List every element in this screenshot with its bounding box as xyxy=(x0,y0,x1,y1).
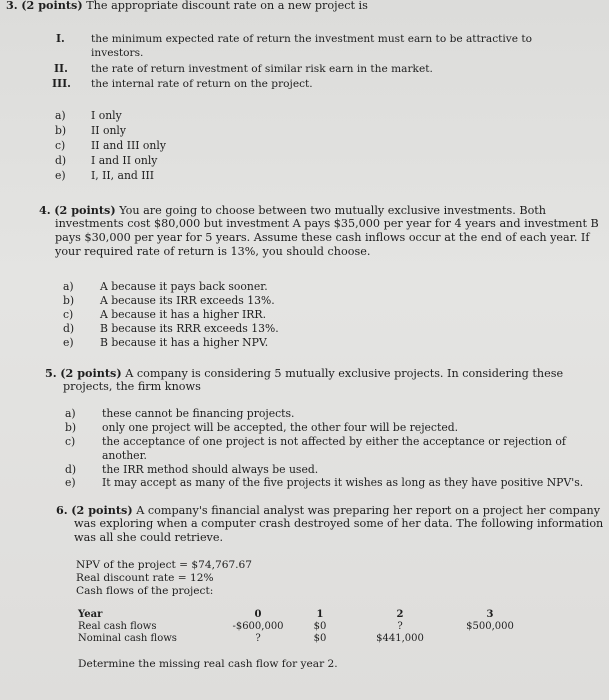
q5-option-text: only one project will be accepted, the other four will be rejected. xyxy=(102,421,459,434)
q6-points: (2 points) xyxy=(71,503,133,517)
q5-option-letter: a) xyxy=(65,407,76,420)
q3-number: 3. xyxy=(6,0,18,12)
table-cell: $0 xyxy=(313,633,327,644)
q3-statement-text: the rate of return investment of similar risk earn in the market. xyxy=(91,63,433,75)
table-cell: ? xyxy=(255,633,261,644)
q3-option-letter: d) xyxy=(55,154,67,167)
q3-option-text: II only xyxy=(91,124,126,137)
table-cell: $500,000 xyxy=(466,621,514,632)
q3-option-text: II and III only xyxy=(91,139,166,152)
q4-option-text: B because its RRR exceeds 13%. xyxy=(100,322,279,335)
q4-number: 4. xyxy=(39,203,51,217)
q3-statement-text: the internal rate of return on the project. xyxy=(91,78,313,90)
q4-option-letter: b) xyxy=(63,294,75,307)
q6-line: was all she could retrieve. xyxy=(74,531,224,544)
q5-option-text: It may accept as many of the five projects it wishes as long as they have positive NPV's. xyxy=(102,476,584,489)
q5-option-letter: e) xyxy=(65,476,76,489)
q5-text: A company is considering 5 mutually exclusive projects. In considering these xyxy=(125,367,564,380)
q4-points: (2 points) xyxy=(54,203,116,217)
table-header-year: 3 xyxy=(486,609,494,620)
q3-option-letter: a) xyxy=(55,109,66,122)
q4-option-text: A because it has a higher IRR. xyxy=(100,308,266,321)
q5-number: 5. xyxy=(45,366,57,380)
table-cell: $441,000 xyxy=(376,633,424,644)
q3-option-letter: c) xyxy=(55,139,66,152)
q5-option-letter: d) xyxy=(65,463,77,476)
table-header-year: 0 xyxy=(254,609,262,620)
q6-number: 6. xyxy=(56,503,68,517)
table-header-year: 2 xyxy=(396,609,404,620)
q3-statement-num: I. xyxy=(56,32,65,45)
q3-header xyxy=(6,0,368,13)
q6-given-cashflows: Cash flows of the project: xyxy=(76,585,214,597)
q4-line: pays $30,000 per year for 5 years. Assume these cash inflows occur at the end of each year. If xyxy=(55,231,590,244)
q5-option-letter: c) xyxy=(65,435,76,448)
table-header-year: 1 xyxy=(316,609,324,620)
q3-option-letter: e) xyxy=(55,169,66,182)
q4-line: investments cost $80,000 but investment A pays $35,000 per year for 4 years and investment B xyxy=(55,217,599,230)
q4-option-letter: a) xyxy=(63,280,74,293)
q4-option-letter: e) xyxy=(63,336,74,349)
q3-statement-text: the minimum expected rate of return the investment must earn to be attractive to investors. xyxy=(91,33,533,59)
q6-given-npv: NPV of the project = $74,767.67 xyxy=(76,559,253,571)
q3-text: The appropriate discount rate on a new project is xyxy=(86,0,368,12)
q5-option-text: the acceptance of one project is not affected by either the acceptance or rejection of another. xyxy=(102,435,566,462)
q3-statement-num: II. xyxy=(54,62,68,75)
q5-option-letter: b) xyxy=(65,421,77,434)
q5-points: (2 points) xyxy=(60,366,122,380)
table-header-label: Year xyxy=(78,609,103,620)
q6-text: A company's financial analyst was preparing her report on a project her company xyxy=(136,504,601,517)
q4-line: your required rate of return is 13%, you should choose. xyxy=(55,245,371,258)
table-cell: $0 xyxy=(313,621,327,632)
table-cell: ? xyxy=(397,621,403,632)
q6-given-rate: Real discount rate = 12% xyxy=(76,572,214,584)
table-row-label: Real cash flows xyxy=(78,621,157,632)
table-row-label: Nominal cash flows xyxy=(78,633,177,644)
q3-option-text: I, II, and III xyxy=(91,169,155,182)
q3-points: (2 points) xyxy=(21,0,83,12)
q6-prompt: Determine the missing real cash flow for year 2. xyxy=(78,658,338,670)
q4-option-letter: d) xyxy=(63,322,75,335)
q4-line xyxy=(39,203,546,218)
q5-line: projects, the firm knows xyxy=(63,380,201,393)
q5-line xyxy=(45,366,563,381)
q4-option-letter: c) xyxy=(63,308,74,321)
q4-option-text: B because it has a higher NPV. xyxy=(100,336,269,349)
q3-option-text: I only xyxy=(91,109,122,122)
q4-option-text: A because its IRR exceeds 13%. xyxy=(100,294,275,307)
q5-option-text: the IRR method should always be used. xyxy=(102,463,319,476)
q4-option-text: A because it pays back sooner. xyxy=(100,280,268,293)
q6-line: was exploring when a computer crash destroyed some of her data. The following information xyxy=(74,517,604,530)
table-cell: -$600,000 xyxy=(232,621,284,632)
q3-statement-num: III. xyxy=(52,77,71,90)
q3-option-letter: b) xyxy=(55,124,67,137)
q3-option-text: I and II only xyxy=(91,154,158,167)
q6-line xyxy=(56,503,600,518)
q4-text: You are going to choose between two mutually exclusive investments. Both xyxy=(119,204,547,217)
q5-option-text: these cannot be financing projects. xyxy=(102,407,295,420)
